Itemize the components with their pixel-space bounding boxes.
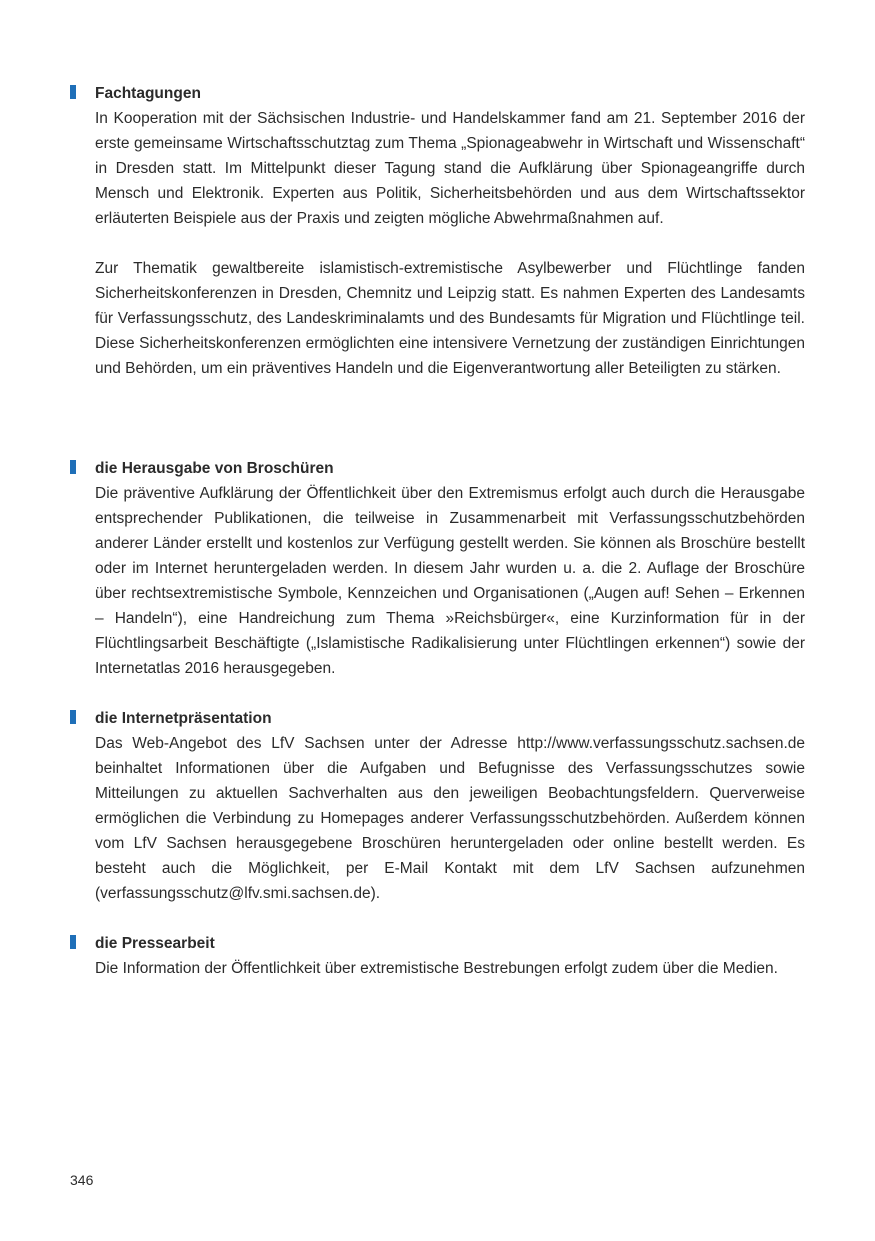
section-heading: Fachtagungen xyxy=(95,85,201,102)
bullet-marker xyxy=(70,460,76,474)
bullet-marker xyxy=(70,935,76,949)
bullet-marker xyxy=(70,85,76,99)
section-heading: die Pressearbeit xyxy=(95,935,215,952)
section-broschueren xyxy=(70,456,805,681)
page-number: 346 xyxy=(70,1172,94,1188)
section-paragraph: Die Information der Öffentlichkeit über extremistische Bestrebungen erfolgt zudem über die Medien. xyxy=(95,960,778,977)
section-heading: die Internetpräsentation xyxy=(95,710,272,727)
section-paragraph: Das Web-Angebot des LfV Sachsen unter der Adresse http://www.verfassungsschutz.sachsen.de beinhaltet Informationen über die Aufgaben und Befugnisse des Verfassungsschutzes sowie Mitteilungen zu aktuellen Sachverhalten aus den jeweiligen Beobachtungsfeldern. Querverweise ermöglichen die Verbindung zu Homepages anderer Verfassungsschutzbehörden. Außerdem können vom LfV Sachsen herausgegebene Broschüren heruntergeladen oder online bestellt werden. Es besteht auch die Möglichkeit, per E-Mail Kontakt mit dem LfV Sachsen aufzunehmen (verfassungsschutz@lfv.smi.sachsen.de). xyxy=(95,735,805,902)
section-fachtagungen xyxy=(70,81,805,381)
section-internetpraesentation xyxy=(70,706,805,906)
section-paragraph: In Kooperation mit der Sächsischen Industrie- und Handelskammer fand am 21. September 2016 der erste gemeinsame Wirtschaftsschutztag zum Thema „Spionageabwehr in Wirtschaft und Wissenschaft“ in Dresden statt. Im Mittelpunkt dieser Tagung stand die Aufklärung über Spionageangriffe durch Mensch und Elektronik. Experten aus Politik, Sicherheitsbehörden und aus dem Wirtschaftssektor erläuterten Beispiele aus der Praxis und zeigten mögliche Abwehrmaßnahmen auf. xyxy=(95,110,805,227)
section-paragraph: Die präventive Aufklärung der Öffentlichkeit über den Extremismus erfolgt auch durch die Herausgabe entsprechender Publikationen, die teilweise in Zusammenarbeit mit Verfassungsschutzbehörden anderer Länder erstellt und kostenlos zur Verfügung gestellt werden. Sie können als Broschüre bestellt oder im Internet heruntergeladen werden. In diesem Jahr wurden u. a. die 2. Auflage der Broschüre über rechtsextremistische Symbole, Kennzeichen und Organisationen („Augen auf! Sehen – Erkennen – Handeln“), eine Handreichung zum Thema »Reichsbürger«, eine Kurzinformation für in der Flüchtlingsarbeit Beschäftigte („Islamistische Radikalisierung unter Flüchtlingen erkennen“) sowie der Internetatlas 2016 herausgegeben. xyxy=(95,485,805,677)
section-paragraph: Zur Thematik gewaltbereite islamistisch-extremistische Asylbewerber und Flüchtlinge fanden Sicherheitskonferenzen in Dresden, Chemnitz und Leipzig statt. Es nahmen Experten des Landesamts für Verfassungsschutz, des Landeskriminalamts und des Bundesamts für Migration und Flüchtlinge teil. Diese Sicherheitskonferenzen ermöglichten eine intensivere Vernetzung der zuständigen Einrichtungen und Behörden, um ein präventives Handeln und die Eigenverantwortung aller Beteiligten zu stärken. xyxy=(95,260,805,377)
section-pressearbeit xyxy=(70,931,805,981)
bullet-marker xyxy=(70,710,76,724)
section-heading: die Herausgabe von Broschüren xyxy=(95,460,334,477)
